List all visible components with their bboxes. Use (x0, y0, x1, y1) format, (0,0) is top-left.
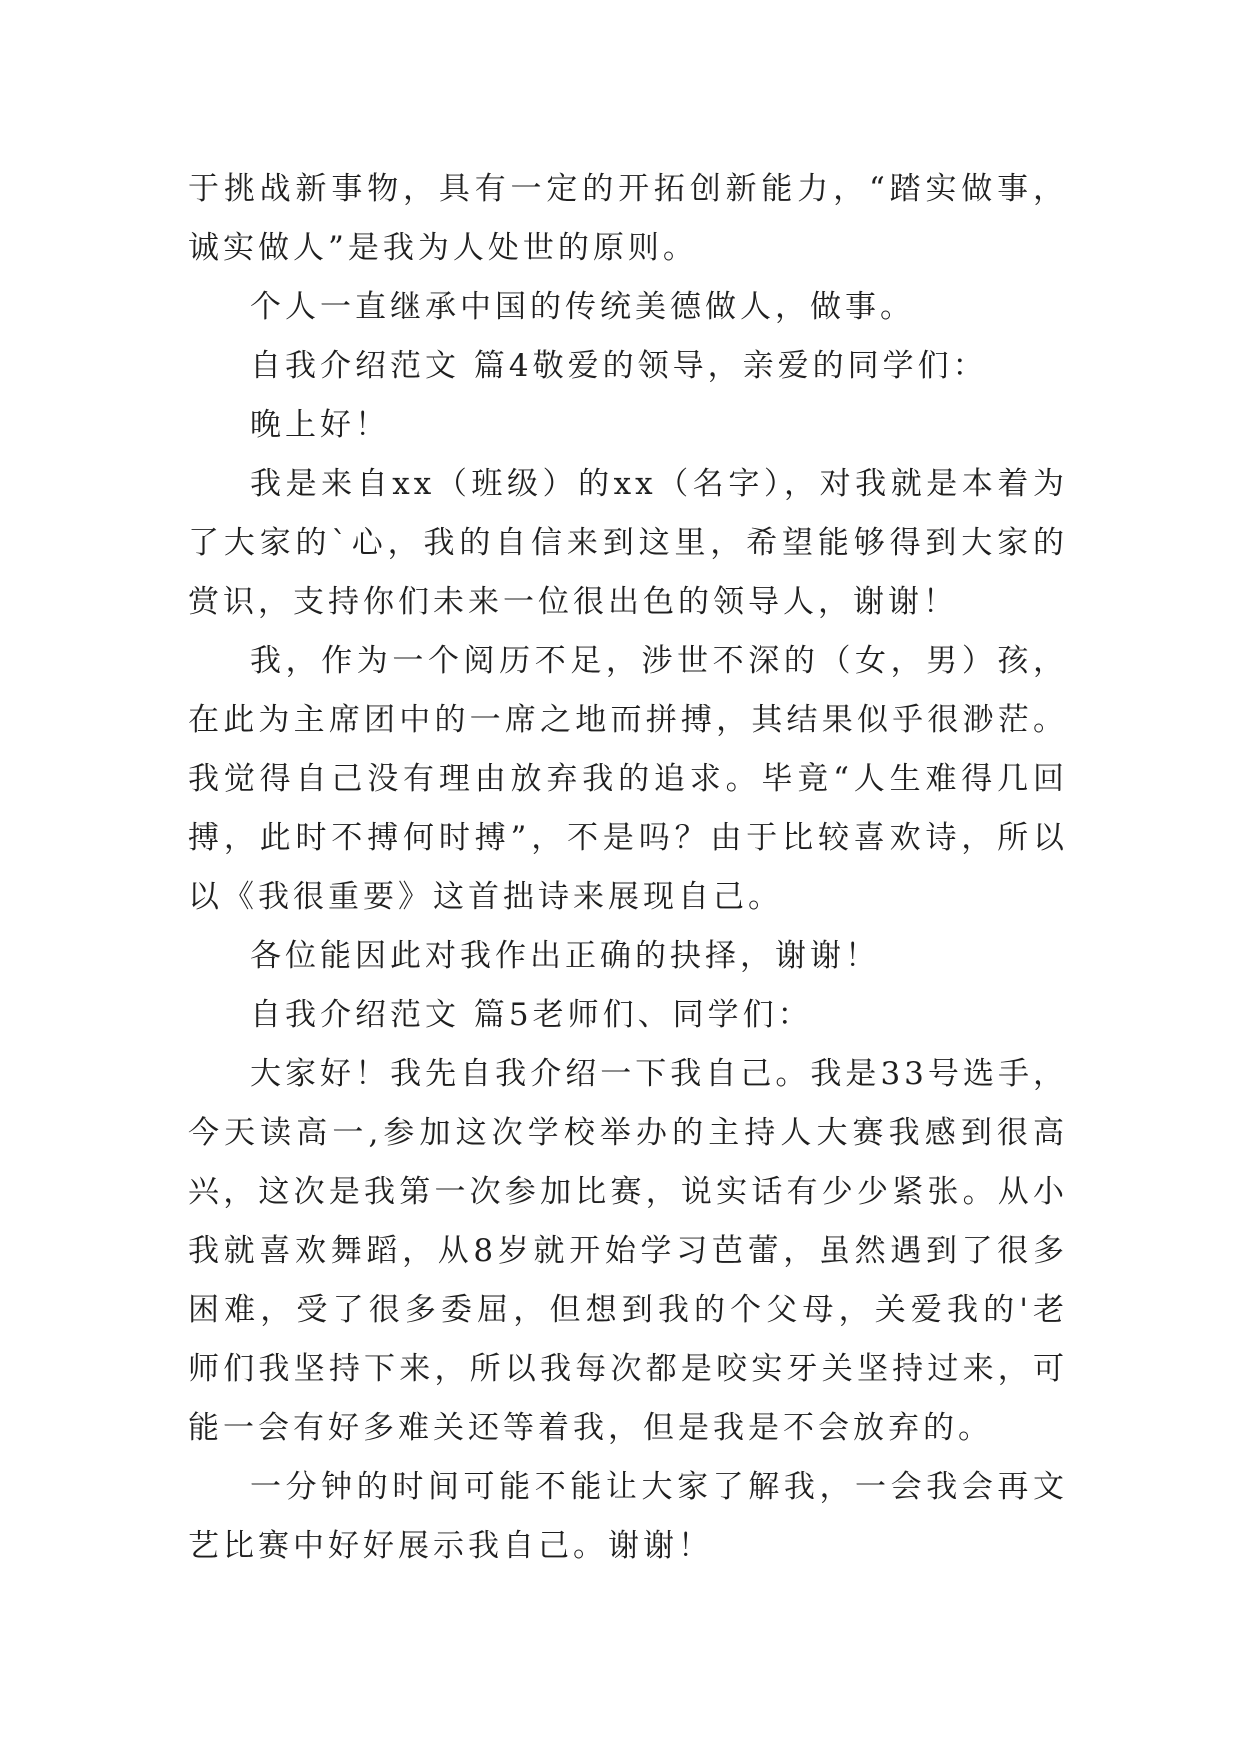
paragraph-continuation: 于挑战新事物，具有一定的开拓创新能力，“踏实做事，诚实做人”是我为人处世的原则。 (188, 171, 1068, 266)
paragraph: 一分钟的时间可能不能让大家了解我，一会我会再文艺比赛中好好展示我自己。谢谢！ (188, 1469, 1068, 1564)
section-heading-5: 自我介绍范文 篇5老师们、同学们： (250, 997, 813, 1033)
document-body (188, 160, 1068, 1576)
greeting: 晚上好！ (250, 407, 390, 443)
paragraph: 我是来自xx（班级）的xx（名字），对我就是本着为了大家的`心，我的自信来到这里，希望能够得到大家的赏识，支持你们未来一位很出色的领导人，谢谢！ (188, 466, 1068, 620)
section-heading-4: 自我介绍范文 篇4敬爱的领导，亲爱的同学们： (250, 348, 988, 384)
paragraph: 个人一直继承中国的传统美德做人，做事。 (250, 289, 915, 325)
paragraph: 我，作为一个阅历不足，涉世不深的（女，男）孩，在此为主席团中的一席之地而拼搏，其结果似乎很渺茫。我觉得自己没有理由放弃我的追求。毕竟“人生难得几回搏，此时不搏何时搏”，不是吗？由于比较喜欢诗，所以以《我很重要》这首拙诗来展现自己。 (188, 643, 1068, 915)
paragraph: 大家好！我先自我介绍一下我自己。我是33号选手，今天读高一,参加这次学校举办的主持人大赛我感到很高兴，这次是我第一次参加比赛，说实话有少少紧张。从小我就喜欢舞蹈，从8岁就开始学习芭蕾，虽然遇到了很多困难，受了很多委屈，但想到我的个父母，关爱我的'老师们我坚持下来，所以我每次都是咬实牙关坚持过来，可能一会有好多难关还等着我，但是我是不会放弃的。 (188, 1056, 1068, 1446)
paragraph: 各位能因此对我作出正确的抉择，谢谢！ (250, 938, 880, 974)
